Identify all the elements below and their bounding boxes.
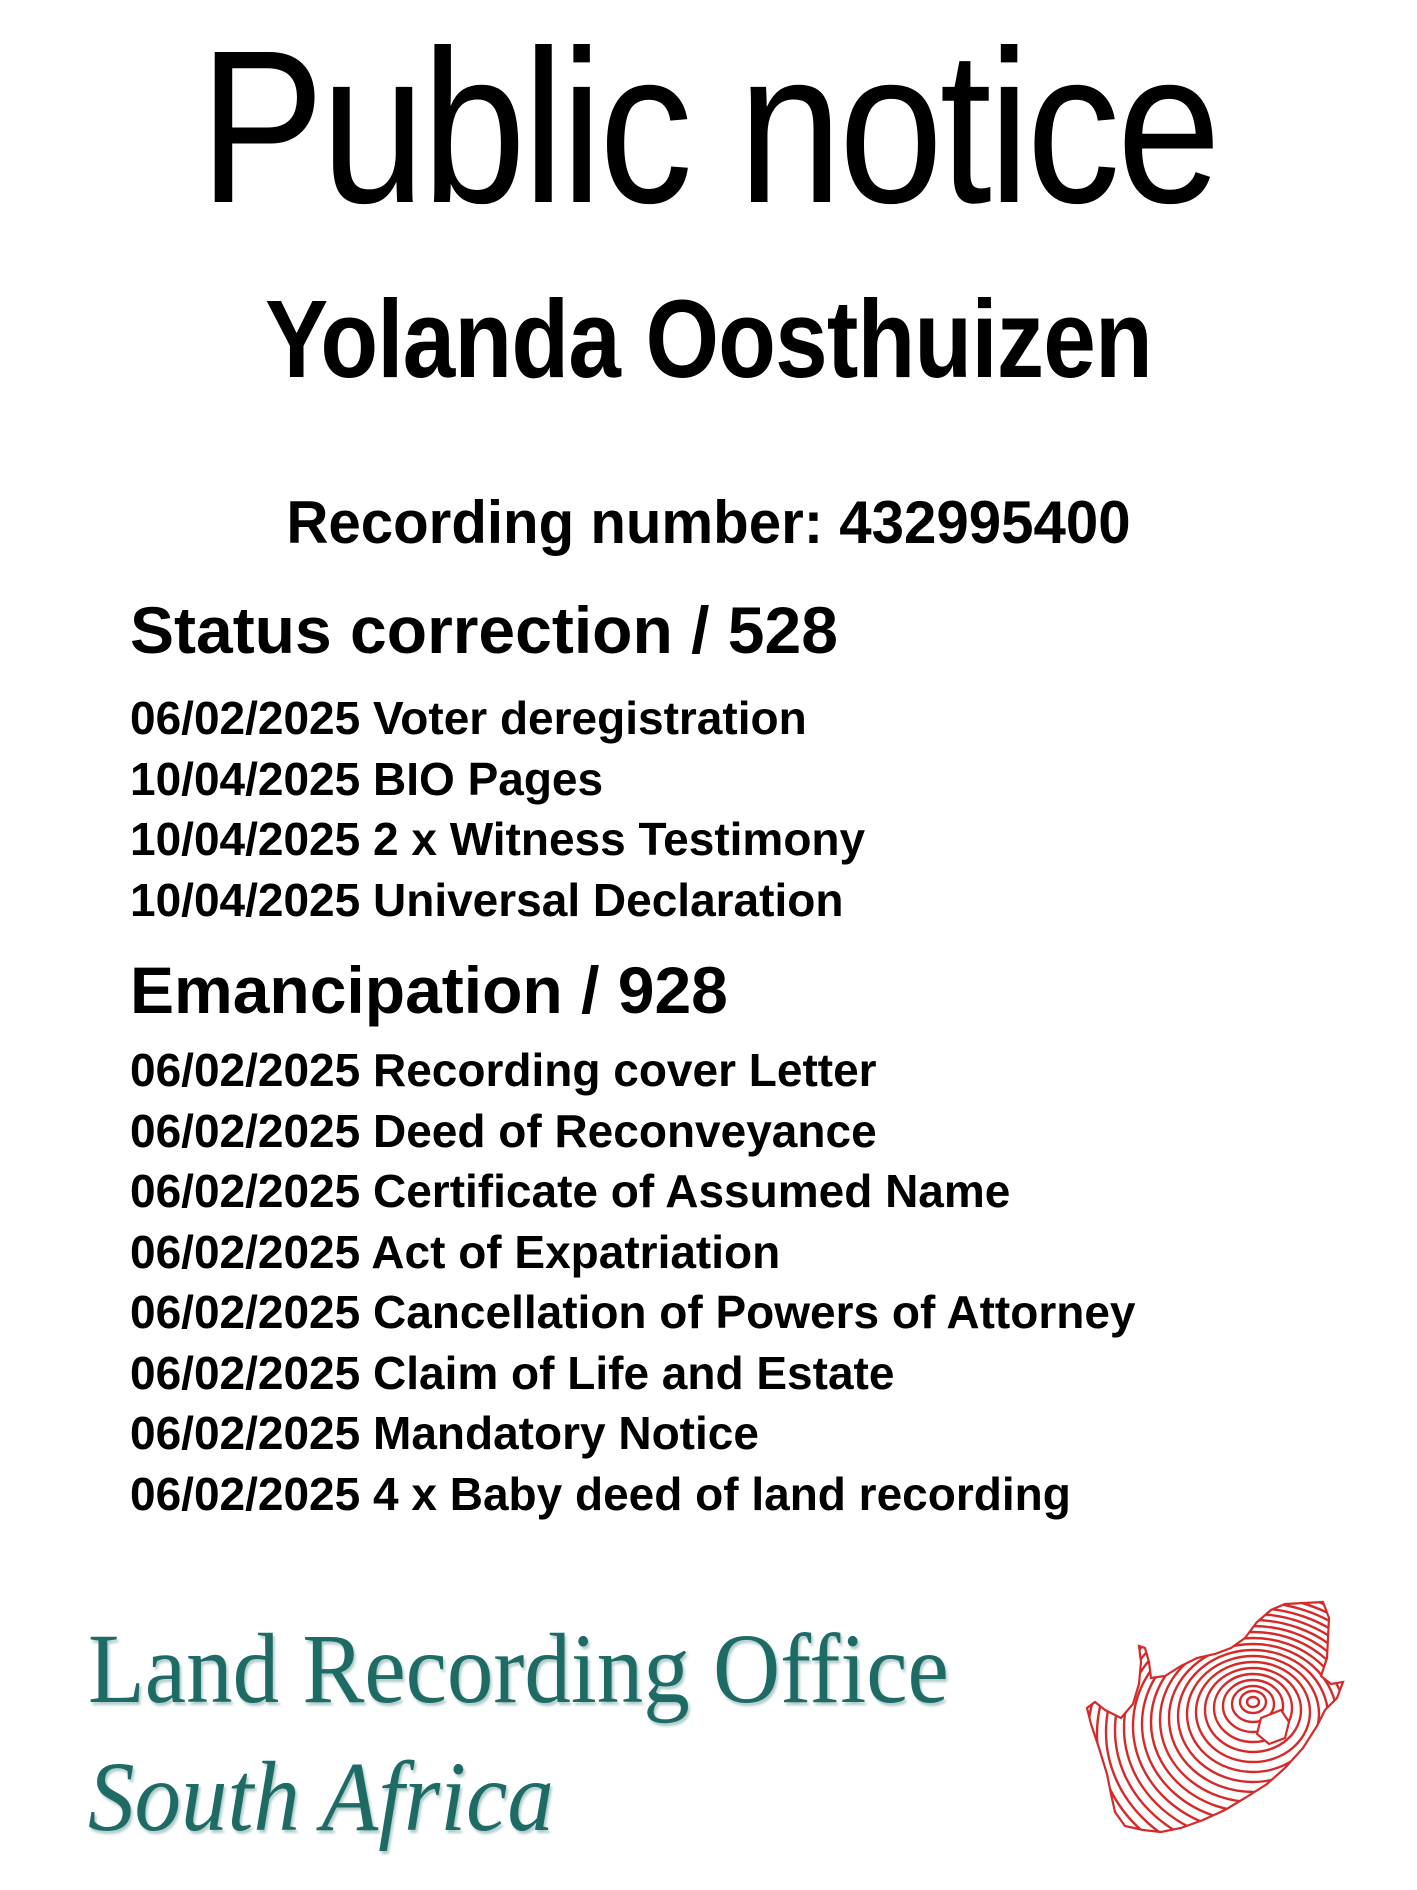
entry-list (130, 688, 865, 930)
list-item: 06/02/2025 Voter deregistration (130, 692, 807, 744)
list-item: 06/02/2025 Certificate of Assumed Name (130, 1165, 1011, 1217)
office-logo-line2: South Africa (88, 1741, 554, 1852)
south-africa-fingerprint-map-icon (1085, 1598, 1360, 1853)
list-item: 06/02/2025 Deed of Reconveyance (130, 1104, 877, 1157)
list-item: 06/02/2025 Recording cover Letter (130, 1044, 877, 1096)
section-status-correction (130, 590, 865, 930)
office-logo-line1: Land Recording Office (88, 1613, 949, 1724)
list-item: 10/04/2025 2 x Witness Testimony (130, 813, 866, 865)
section-heading: Emancipation / 928 (130, 953, 728, 1027)
entry-list (130, 1040, 1136, 1524)
list-item: 10/04/2025 BIO Pages (130, 752, 604, 805)
notice-title: Public notice (199, 6, 1218, 249)
list-item: 10/04/2025 Universal Declaration (130, 873, 844, 926)
list-item: 06/02/2025 Claim of Life and Estate (130, 1346, 895, 1399)
list-item: 06/02/2025 Act of Expatriation (130, 1225, 781, 1278)
person-name: Yolanda Oosthuizen (265, 278, 1152, 401)
list-item: 06/02/2025 Cancellation of Powers of Attorney (130, 1286, 1136, 1338)
section-heading: Status correction / 528 (130, 593, 838, 667)
section-emancipation (130, 950, 1136, 1524)
recording-number: Recording number: 432995400 (286, 489, 1131, 556)
list-item: 06/02/2025 Mandatory Notice (130, 1407, 759, 1459)
list-item: 06/02/2025 4 x Baby deed of land recording (130, 1467, 1071, 1520)
